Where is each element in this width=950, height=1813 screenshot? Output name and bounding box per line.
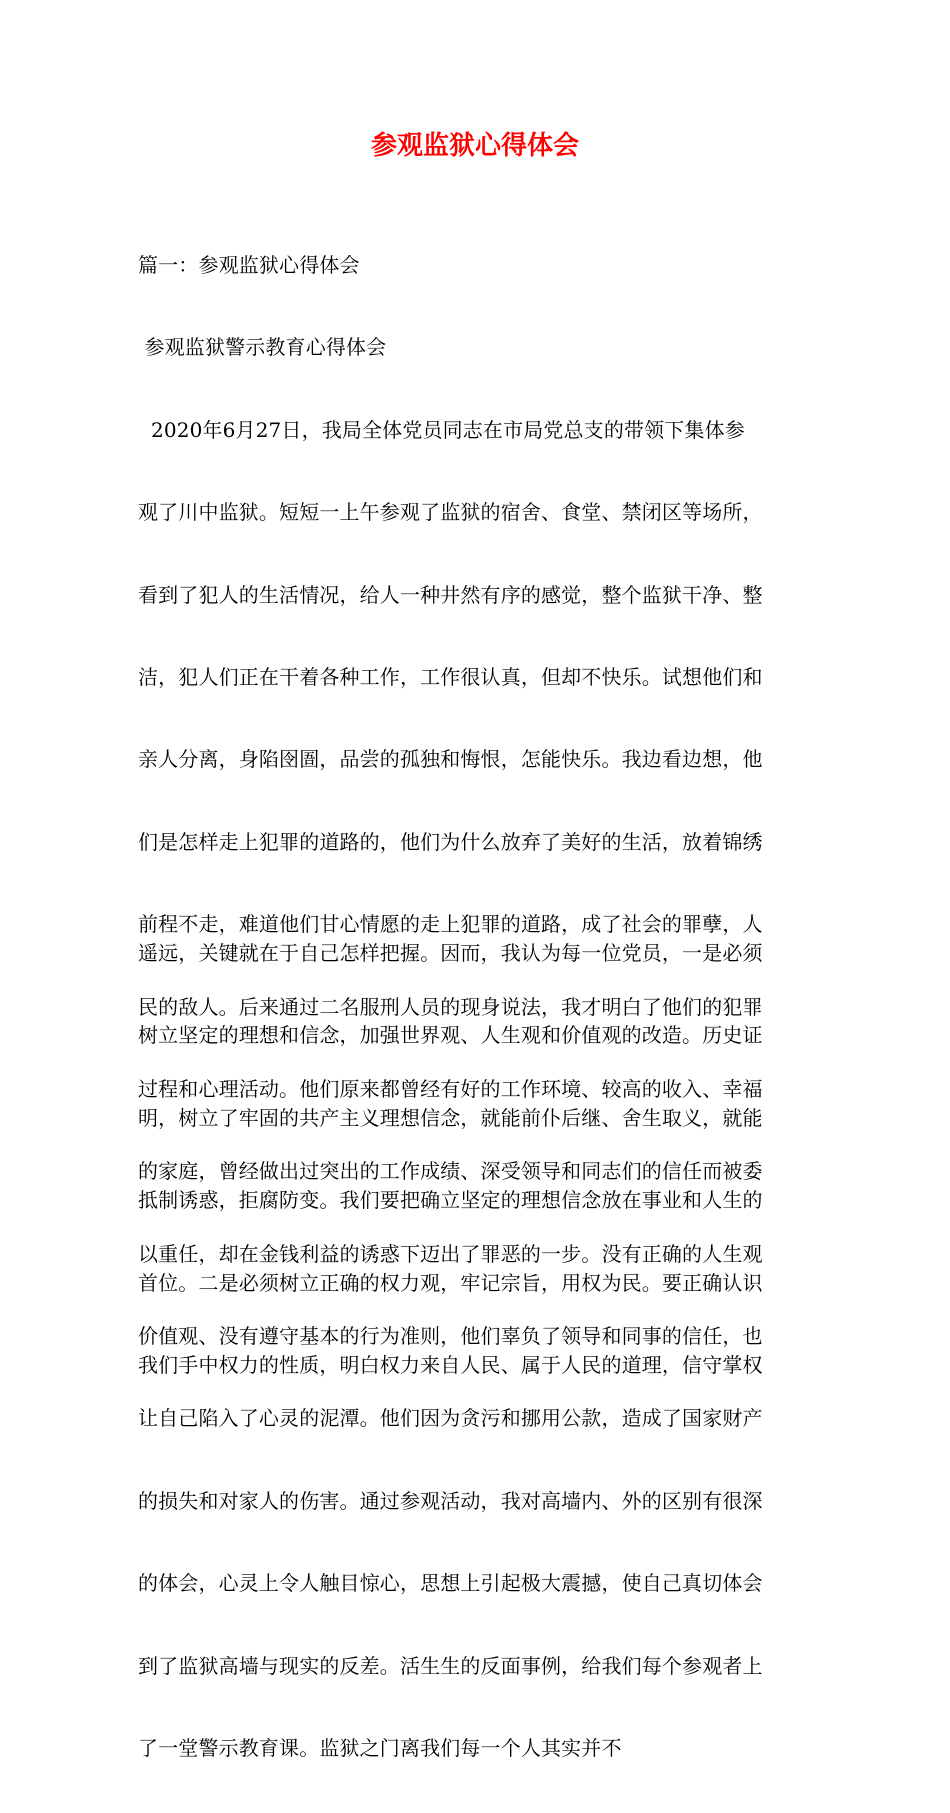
document-title: 参观监狱心得体会	[370, 131, 579, 161]
text-line: 了一堂警示教育课。监狱之门离我们每一个人其实并不	[138, 1736, 622, 1761]
text-line: 过程和心理活动。他们原来都曾经有好的工作环境、较高的收入、幸福	[138, 1076, 763, 1101]
text-line: 树立坚定的理想和信念，加强世界观、人生观和价值观的改造。历史证	[138, 1023, 763, 1048]
text-line: 以重任，却在金钱利益的诱惑下迈出了罪恶的一步。没有正确的人生观	[138, 1241, 763, 1266]
text-line: 价值观、没有遵守基本的行为准则，他们辜负了领导和同事的信任，也	[138, 1324, 763, 1349]
text-line: 我们手中权力的性质，明白权力来自人民、属于人民的道理，信守掌权	[138, 1352, 763, 1377]
text-line: 的体会，心灵上令人触目惊心，思想上引起极大震撼，使自己真切体会	[138, 1571, 763, 1596]
text-line: 亲人分离，身陷囹圄，品尝的孤独和悔恨，怎能快乐。我边看边想，他	[138, 747, 763, 772]
text-line: 看到了犯人的生活情况，给人一种井然有序的感觉，整个监狱干净、整	[138, 582, 763, 607]
text-line: 首位。二是必须树立正确的权力观，牢记宗旨，用权为民。要正确认识	[138, 1270, 763, 1295]
text-line: 前程不走，难道他们甘心情愿的走上犯罪的道路，成了社会的罪孽，人	[138, 912, 763, 937]
text-line: 2020年6月27日，我局全体党员同志在市局党总支的带领下集体参	[138, 417, 745, 442]
body-text-block-2	[138, 888, 814, 1430]
section-heading: 篇一：参观监狱心得体会	[138, 253, 360, 277]
subtitle: 参观监狱警示教育心得体会	[138, 335, 387, 360]
text-line: 们是怎样走上犯罪的道路的，他们为什么放弃了美好的生活，放着锦绣	[138, 829, 763, 854]
text-line: 抵制诱惑，拒腐防变。我们要把确立坚定的理想信念放在事业和人生的	[138, 1188, 763, 1213]
text-line: 到了监狱高墙与现实的反差。活生生的反面事例，给我们每个参观者上	[138, 1653, 763, 1678]
text-line: 洁，犯人们正在干着各种工作，工作很认真，但却不快乐。试想他们和	[138, 664, 763, 689]
text-line: 的家庭，曾经做出过突出的工作成绩、深受领导和同志们的信任而被委	[138, 1159, 763, 1184]
text-line: 民的敌人。后来通过二名服刑人员的现身说法，我才明白了他们的犯罪	[138, 994, 763, 1019]
text-line: 明，树立了牢固的共产主义理想信念，就能前仆后继、舍生取义，就能	[138, 1105, 763, 1130]
text-line: 遥远，关键就在于自己怎样把握。因而，我认为每一位党员，一是必须	[138, 941, 763, 965]
text-line: 观了川中监狱。短短一上午参观了监狱的宿舍、食堂、禁闭区等场所，	[138, 500, 763, 525]
text-line: 的损失和对家人的伤害。通过参观活动，我对高墙内、外的区别有很深	[138, 1488, 763, 1513]
text-line: 让自己陷入了心灵的泥潭。他们因为贪污和挪用公款，造成了国家财产	[138, 1406, 763, 1431]
